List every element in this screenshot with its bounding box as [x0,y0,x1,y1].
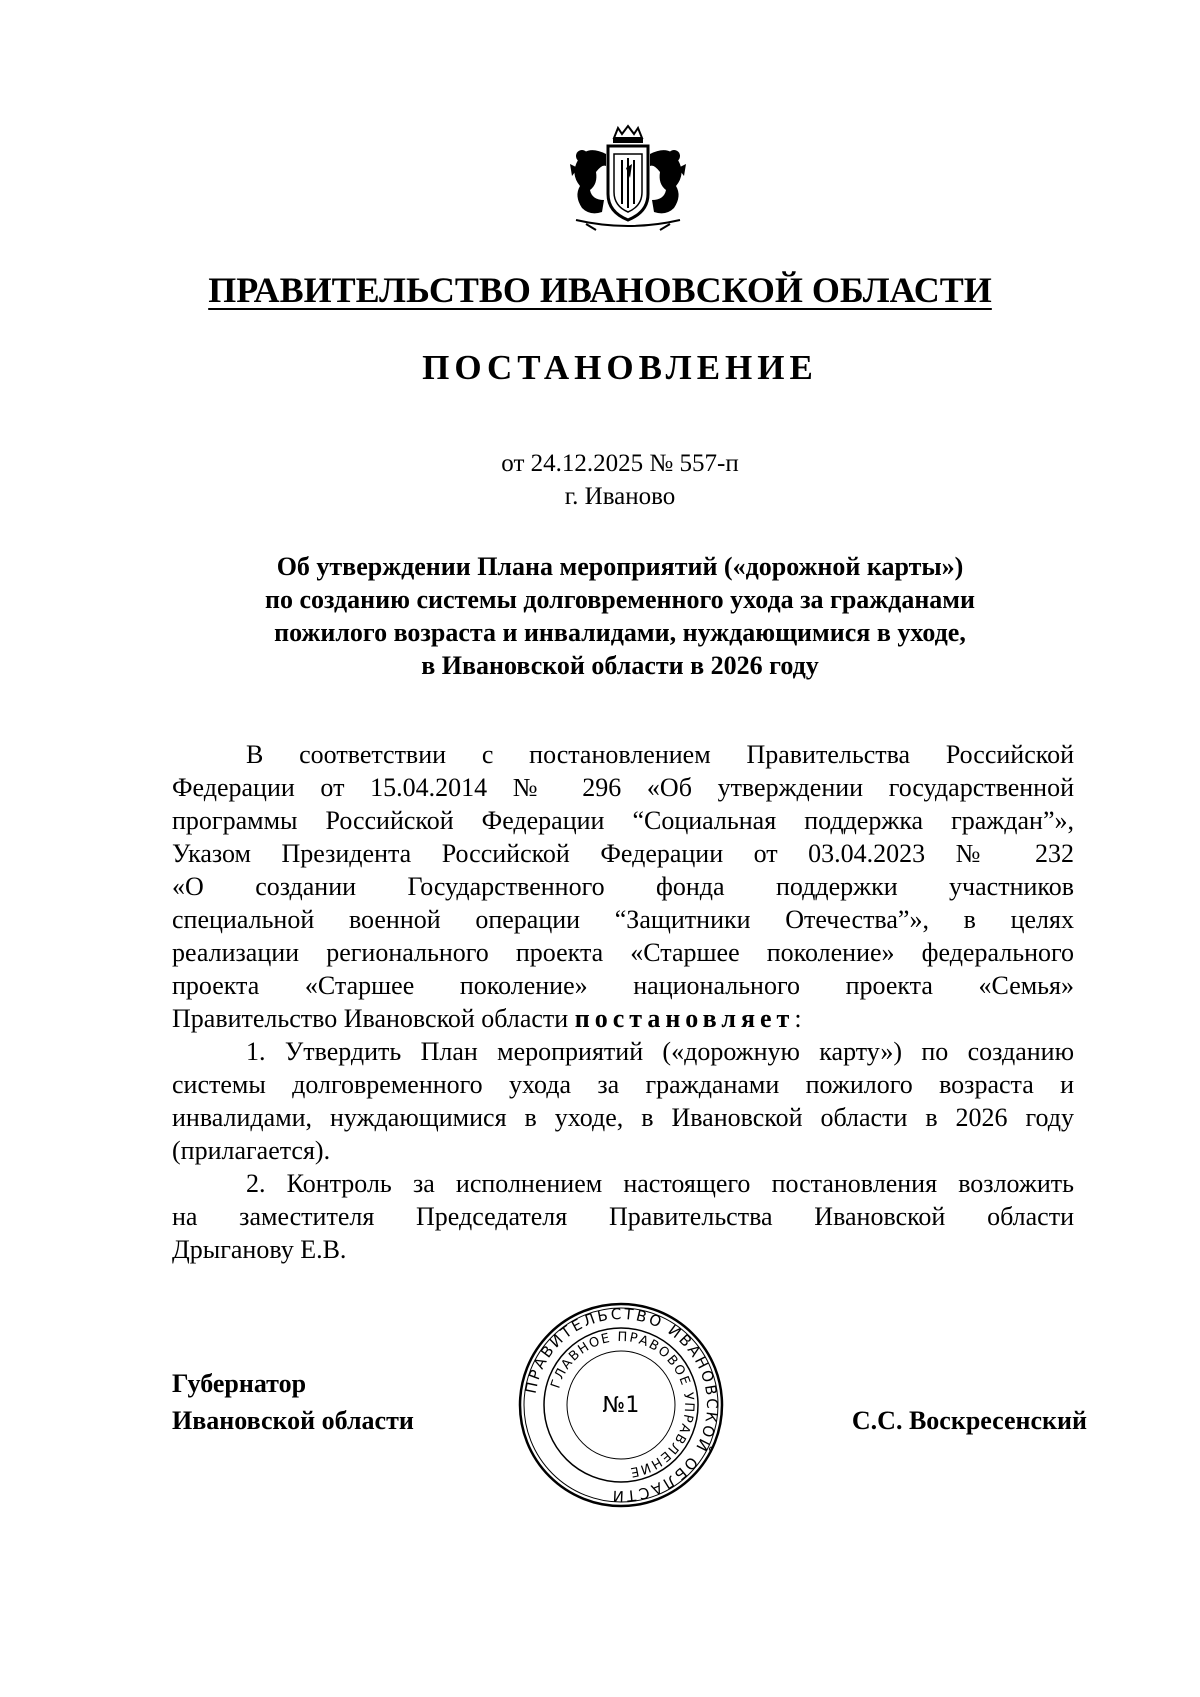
item-2-line: 2. Контроль за исполнением настоящего постановления возложить [246,1169,1074,1198]
preamble-line: проекта «Старшее поколение» национального проекта «Семья» [172,971,1074,1000]
signatory-position-line: Ивановской области [172,1406,414,1435]
subject-line: в Ивановской области в 2026 году [421,651,819,680]
preamble-line: Федерации от 15.04.2014 № 296 «Об утверждении государственной [172,773,1074,802]
preamble-line: Указом Президента Российской Федерации от 03.04.2023 № 232 [172,839,1074,868]
preamble-colon: : [794,1004,802,1033]
item-2-line: на заместителя Председателя Правительства Ивановской области [172,1202,1074,1231]
preamble-line: специальной военной операции “Защитники Отечества”», в целях [172,905,1074,934]
preamble-line: реализации регионального проекта «Старшее поколение» федерального [172,938,1074,967]
stamp-number: №1 [602,1393,640,1418]
signatory-position [172,1365,414,1439]
item-1-line: инвалидами, нуждающимися в уходе, в Ивановской области в 2026 году [172,1103,1074,1132]
document-date-number: от 24.12.2025 № 557-п [501,450,739,477]
item-1-paragraph [172,1035,1074,1167]
document-subject [150,550,1090,682]
subject-line: по созданию системы долговременного ухода за гражданами [265,585,975,614]
preamble-paragraph [172,738,1074,1035]
stamp-outer-text: ПРАВИТЕЛЬСТВО ИВАНОВСКОЙ ОБЛАСТИ [521,1304,722,1506]
preamble-last-line-text: Правительство Ивановской области [172,1004,575,1033]
authority-title: ПРАВИТЕЛЬСТВО ИВАНОВСКОЙ ОБЛАСТИ [208,270,992,310]
item-1-line: (прилагается). [172,1136,331,1165]
item-1-line: системы долговременного ухода за гражданами пожилого возраста и [172,1070,1074,1099]
decree-word: постановляет [574,1004,795,1033]
official-stamp-icon [516,1300,726,1510]
preamble-line: В соответствии с постановлением Правительства Российской [246,740,1074,769]
item-1-line: 1. Утвердить План мероприятий («дорожную карту») по созданию [246,1037,1074,1066]
subject-line: пожилого возраста и инвалидами, нуждающимися в уходе, [274,618,966,647]
coat-of-arms-icon [556,124,700,234]
preamble-line: «О создании Государственного фонда поддержки участников [172,872,1074,901]
preamble-line: программы Российской Федерации “Социальная поддержка граждан”», [172,806,1074,835]
document-type: ПОСТАНОВЛЕНИЕ [422,348,818,387]
stamp-inner-text: ГЛАВНОЕ ПРАВОВОЕ УПРАВЛЕНИЕ [548,1329,697,1480]
preamble-last-line [172,1002,1074,1035]
document-city: г. Иваново [564,483,676,510]
item-2-paragraph [172,1167,1074,1266]
subject-line: Об утверждении Плана мероприятий («дорожной карты») [276,552,964,581]
signatory-name: С.С. Воскресенский [851,1406,1087,1435]
signatory-position-line: Губернатор [172,1369,307,1398]
item-2-line: Дрыганову Е.В. [172,1235,347,1264]
